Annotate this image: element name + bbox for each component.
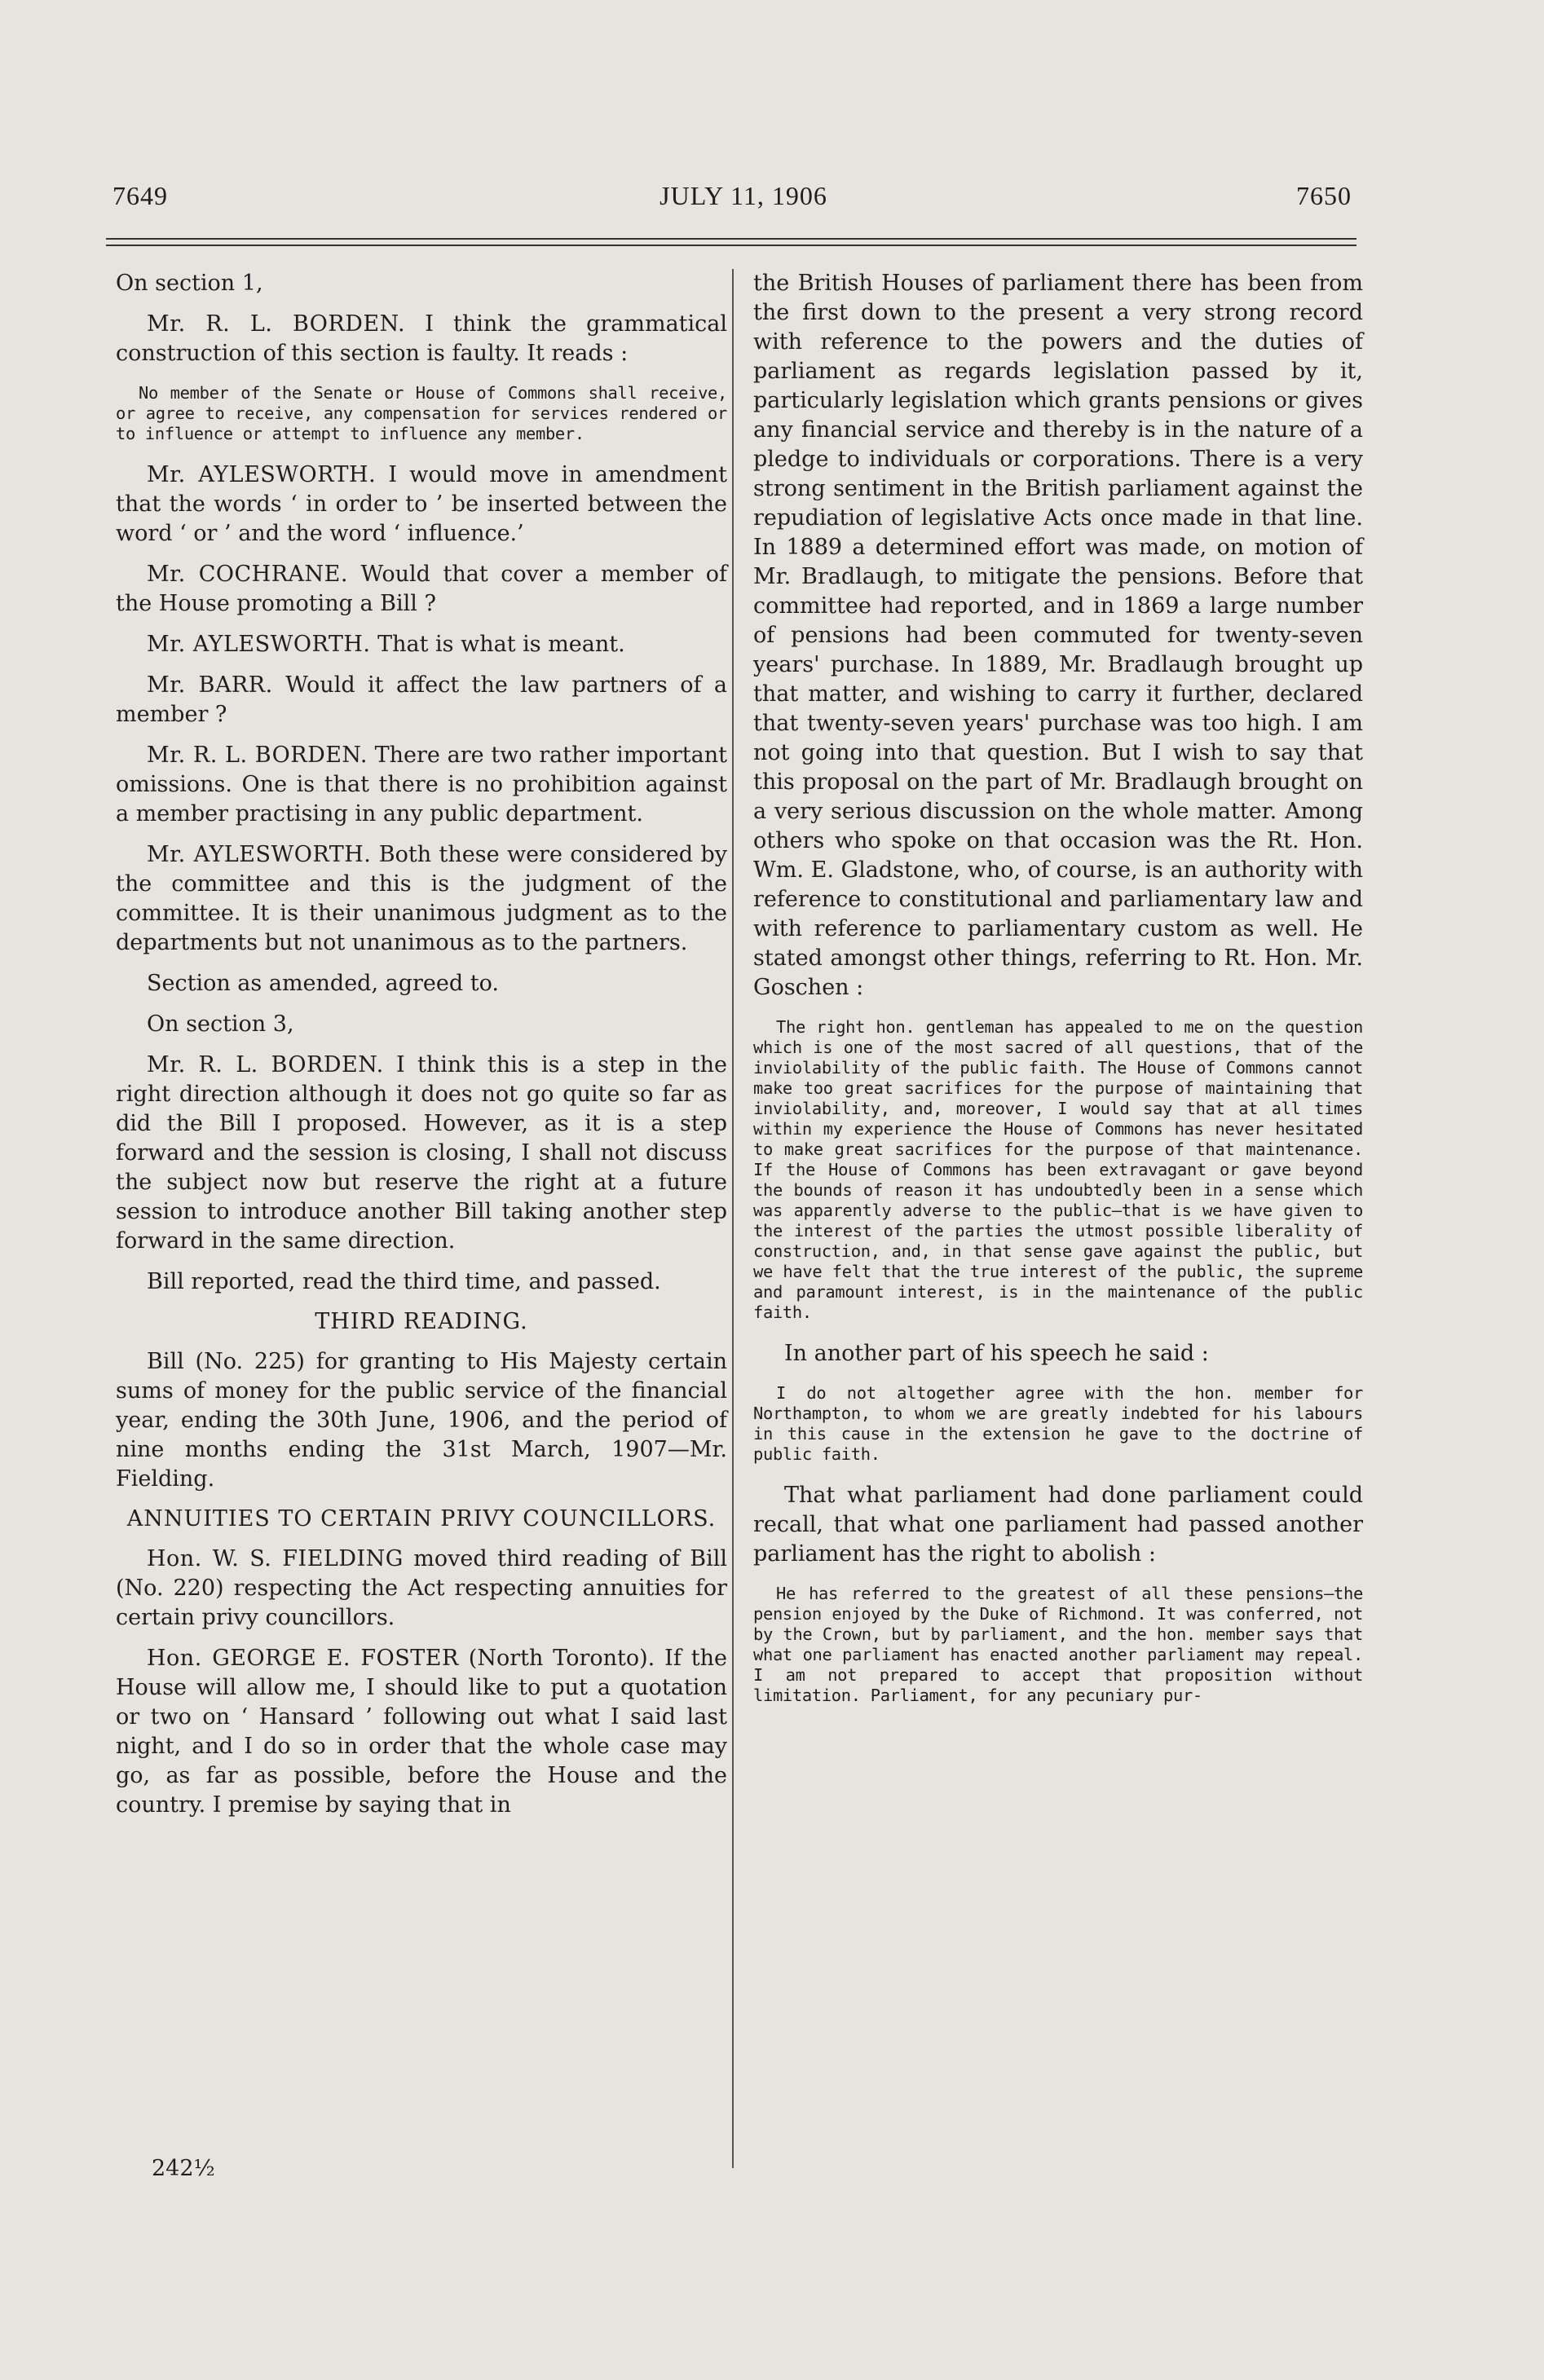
column-divider — [732, 269, 734, 2168]
speaker-name: Hon. W. S. FIELDING — [147, 1546, 404, 1571]
speech-text: I think the grammatical construction of this section is faulty. It reads : — [116, 311, 728, 366]
left-column — [116, 269, 727, 1831]
section-heading: ANNUITIES TO CERTAIN PRIVY COUNCILLORS. — [126, 1506, 717, 1532]
paragraph — [116, 1051, 727, 1256]
page-number-right: 7650 — [1296, 181, 1352, 210]
paragraph — [116, 671, 727, 729]
block-quote: The right hon. gentleman has appealed to me on the question which is one of the most sacred of all questions, that of the inviolability of the public faith. The House of Commons cannot make too great sacrifices for the purpose of maintaining that inviolability, and, moreover, I would say that at all times within my experience the House of Commons has never hesitated to make great sacrifices for the purpose of that maintenance. If the House of Commons has been extravagant or gave beyond the bounds of reason it has undoubtedly been in a sense which was apparently adverse to the public—that is we have given to the interest of the parties the utmost possible liberality of construction, and, in that sense gave against the public, but we have felt that the true interest of the public, the supreme and paramount interest, is in the maintenance of the public faith. — [753, 1017, 1363, 1322]
paragraph: On section 3, — [147, 1012, 294, 1037]
speaker-name: Hon. GEORGE E. FOSTER — [147, 1646, 459, 1671]
header-rule-top — [106, 238, 1357, 240]
paragraph — [116, 840, 727, 958]
paragraph: That what parliament had done parliament could recall, that what one parliament had passed another parliament has the right to abolish : — [753, 1483, 1363, 1567]
speech-text: Would it affect the law partners of a member ? — [116, 672, 727, 727]
speaker-name: Mr. R. L. BORDEN. — [147, 743, 368, 768]
speech-text: Both these were considered by the committee and this is the judgment of the committee. It is their unanimous judgment as to the departments but not unanimous as to the partners. — [116, 842, 727, 955]
block-quote: No member of the Senate or House of Commons shall receive, or agree to receive, any compensation for services rendered or to influence or attempt to influence any member. — [116, 383, 727, 443]
speaker-name: Mr. AYLESWORTH. — [147, 632, 371, 657]
speech-text: moved third reading of Bill (No. 220) respecting the Act respecting annuities for certain privy councillors. — [116, 1546, 728, 1630]
paragraph — [116, 560, 727, 619]
speech-text: That is what is meant. — [377, 632, 625, 657]
speech-text: I would move in amendment that the words ‘ in order to ’ be inserted between the word ‘ or ’ and the word ‘ influence.’ — [116, 462, 727, 546]
speaker-name: Mr. BARR. — [147, 672, 273, 698]
paragraph — [116, 741, 727, 829]
speaker-name: Mr. COCHRANE. — [147, 562, 348, 587]
paragraph — [116, 461, 727, 549]
speech-text: (North Toronto). If the House will allow me, I should like to put a quotation or two on ‘ Hansard ’ following out what I said last night, and I do so in order that the whole case may go, as far as possible, before the House and the country. I premise by saying that in — [116, 1646, 728, 1818]
section-heading: THIRD READING. — [315, 1309, 528, 1334]
page-date: JULY 11, 1906 — [660, 181, 827, 210]
page-header — [106, 181, 1381, 222]
paragraph: On section 1, — [116, 271, 263, 296]
paragraph: Bill reported, read the third time, and passed. — [147, 1269, 661, 1294]
speaker-name: Mr. R. L. BORDEN. — [147, 311, 406, 337]
block-quote: He has referred to the greatest of all these pensions—the pension enjoyed by the Duke of Richmond. It was conferred, not by the Crown, but by parliament, and the hon. member says that what one parliament has enacted another parliament may repeal. I am not prepared to accept that proposition without limitation. Parliament, for any pecuniary pur- — [753, 1584, 1363, 1705]
speech-text: I think this is a step in the right direction although it does not go quite so far as did the Bill I proposed. However, as it is a step forward and the session is closing, I shall not discuss the subject now but reserve the right at a future session to introduce another Bill taking another step forward in the same direction. — [116, 1052, 727, 1254]
header-rule-bottom — [106, 245, 1357, 246]
paragraph: In another part of his speech he said : — [784, 1341, 1209, 1366]
paragraph — [116, 630, 727, 659]
paragraph — [116, 1644, 727, 1820]
paragraph: Bill (No. 225) for granting to His Majesty certain sums of money for the public service of the financial year, ending the 30th June, 1906, and the period of nine months ending the 31st March, 1907—Mr. Fielding. — [116, 1349, 727, 1492]
speech-text: There are two rather important omissions. One is that there is no prohibition against a member practising in any public department. — [116, 743, 727, 826]
speech-text: Would that cover a member of the House promoting a Bill ? — [116, 562, 728, 616]
page-number-left: 7649 — [112, 181, 168, 210]
paragraph: the British Houses of parliament there has been from the first down to the present a very strong record with reference to the powers and the duties of parliament as regards legislation passed by it, particularly legislation which grants pensions or gives any financial service and thereby is in the nature of a pledge to individuals or corporations. There is a very strong sentiment in the British parliament against the repudiation of legislative Acts once made in that line. In 1889 a determined effort was made, on motion of Mr. Bradlaugh, to mitigate the pensions. Before that committee had reported, and in 1869 a large number of pensions had been commuted for twenty-seven years' purchase. In 1889, Mr. Bradlaugh brought up that matter, and wishing to carry it further, declared that twenty-seven years' purchase was too high. I am not going into that question. But I wish to say that this proposal on the part of Mr. Bradlaugh brought on a very serious discussion on the whole matter. Among others who spoke on that occasion was the Rt. Hon. Wm. E. Gladstone, who, of course, is an authority with reference to constitutional and parliamentary law and with reference to parliamentary custom as well. He stated amongst other things, referring to Rt. Hon. Mr. Goschen : — [753, 271, 1363, 1000]
right-column — [753, 269, 1363, 1722]
signature-mark: 242½ — [152, 2156, 215, 2181]
paragraph — [116, 310, 727, 368]
paragraph: Section as amended, agreed to. — [147, 971, 499, 996]
block-quote: I do not altogether agree with the hon. member for Northampton, to whom we are greatly indebted for his labours in this cause in the extension he gave to the doctrine of public faith. — [753, 1383, 1363, 1464]
speaker-name: Mr. R. L. BORDEN. — [147, 1052, 384, 1078]
speaker-name: Mr. AYLESWORTH. — [147, 462, 377, 487]
speaker-name: Mr. AYLESWORTH. — [147, 842, 372, 867]
paragraph — [116, 1545, 727, 1633]
